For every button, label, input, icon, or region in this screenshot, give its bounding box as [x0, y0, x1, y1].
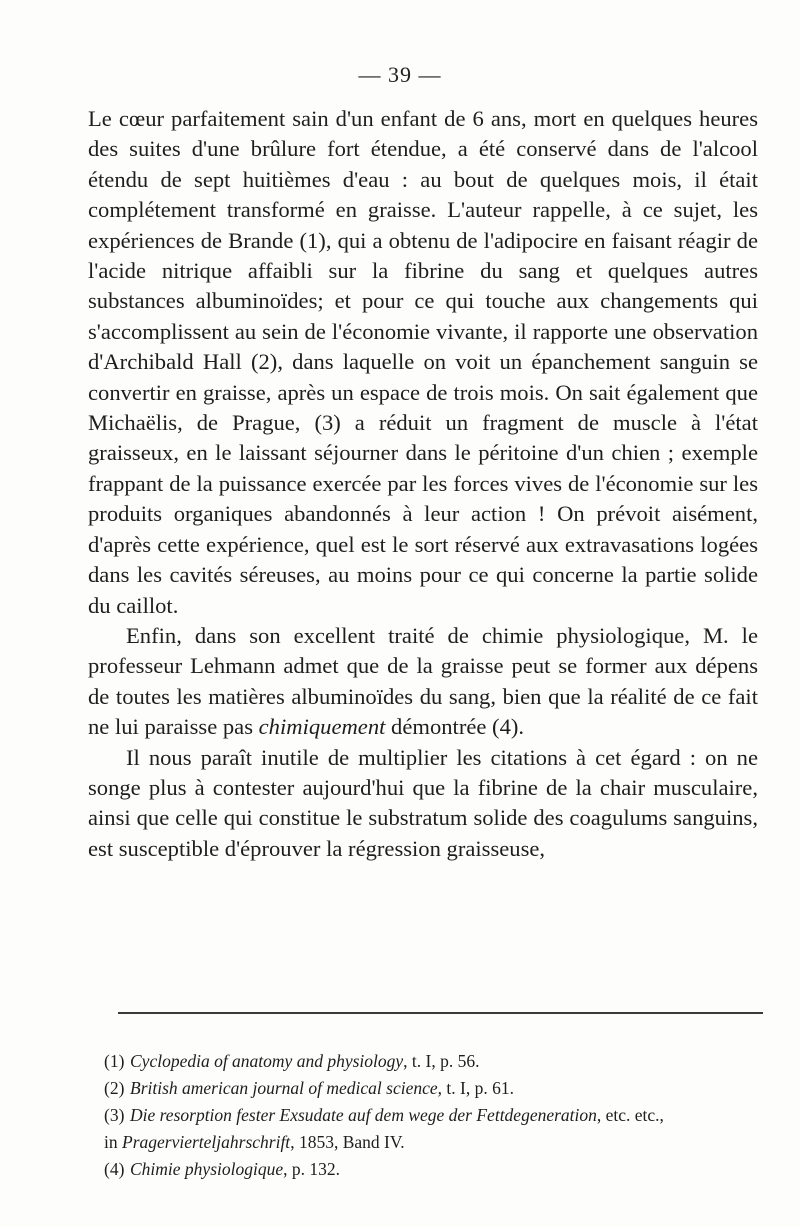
footnote-ref: , t. I, p. 61.: [437, 1078, 514, 1098]
footnote-2: [104, 1075, 764, 1102]
footnote-number: (2): [104, 1078, 125, 1098]
footnote-ref: , 1853, Band IV.: [290, 1132, 405, 1152]
paragraph-2-text: Enfin, dans son excellent traité de chimie physiologique, M. le professeur Lehmann admet que de la graisse peut se former aux dépens de toutes les matières albuminoïdes du sang, bien que la réalité de ce fait ne lui paraisse pas: [88, 622, 758, 740]
footnote-number: (4): [104, 1159, 125, 1179]
footnote-title: Cyclopedia of anatomy and physiology: [130, 1051, 404, 1071]
footnote-3-continued: [104, 1129, 764, 1156]
paragraph-1-text: Le cœur parfaitement sain d'un enfant de 6 ans, mort en quelques heures des suites d'une brûlure fort étendue, a été conservé dans de l'alcool étendu de sept huitièmes d'eau : au bout de quelques mois, il était complétement transformé en graisse. L'auteur rappelle, à ce sujet, les expériences de Brande (1), qui a obtenu de l'adipocire en faisant réagir de l'acide nitrique affaibli sur la fibrine du sang et quelques autres substances albuminoïdes; et pour ce qui touche aux changements qui s'accomplissent au sein de l'économie vivante, il rapporte une observation d'Archibald Hall (2), dans laquelle on voit un épanchement sanguin se convertir en graisse, après un espace de trois mois. On sait également que Michaëlis, de Prague, (3) a réduit un fragment de muscle à l'état graisseux, en le laissant séjourner dans le péritoine d'un chien ; exemple frappant de la puissance exercée par les forces vives de l'économie sur les produits organiques abandonnés à leur action ! On prévoit aisément, d'après cette expérience, quel est le sort réservé aux extravasations logées dans les cavités séreuses, au moins pour ce qui concerne la partie solide du caillot.: [88, 106, 758, 618]
paragraph-3-text: Il nous paraît inutile de multiplier les citations à cet égard : on ne songe plus à contester aujourd'hui que la fibrine de la chair musculaire, ainsi que celle qui constitue le substratum solide des coagulums sanguins, est susceptible d'éprouver la régression graisseuse,: [88, 744, 758, 861]
footnote-title: Chimie physiologique: [130, 1159, 284, 1179]
footnote-ref: , t. I, p. 56.: [403, 1051, 480, 1071]
footnote-ref: , p. 132.: [283, 1159, 340, 1179]
footnote-number: (3): [104, 1105, 125, 1125]
footnote-separator: [118, 1012, 763, 1014]
footnote-ref: in: [104, 1132, 122, 1152]
paragraph-2-emphasis: chimiquement: [258, 714, 386, 740]
footnote-ref: , etc. etc.,: [596, 1105, 664, 1125]
paragraph-2-text-end: démontrée (4).: [385, 714, 525, 740]
footnote-number: (1): [104, 1051, 125, 1071]
body-text: [88, 104, 758, 864]
footnotes: [104, 1048, 764, 1183]
page-number: — 39 —: [358, 62, 442, 87]
paragraph-1: [88, 104, 758, 621]
footnote-1: [104, 1048, 764, 1075]
footnote-3: [104, 1102, 764, 1129]
paragraph-3: [88, 743, 758, 865]
footnote-title: British american journal of medical science: [130, 1078, 438, 1098]
paragraph-2: [88, 621, 758, 743]
footnote-4: [104, 1156, 764, 1183]
footnote-title: Pragervierteljahrschrift: [122, 1132, 291, 1152]
footnote-title: Die resorption fester Exsudate auf dem wege der Fettdegeneration: [130, 1105, 597, 1125]
